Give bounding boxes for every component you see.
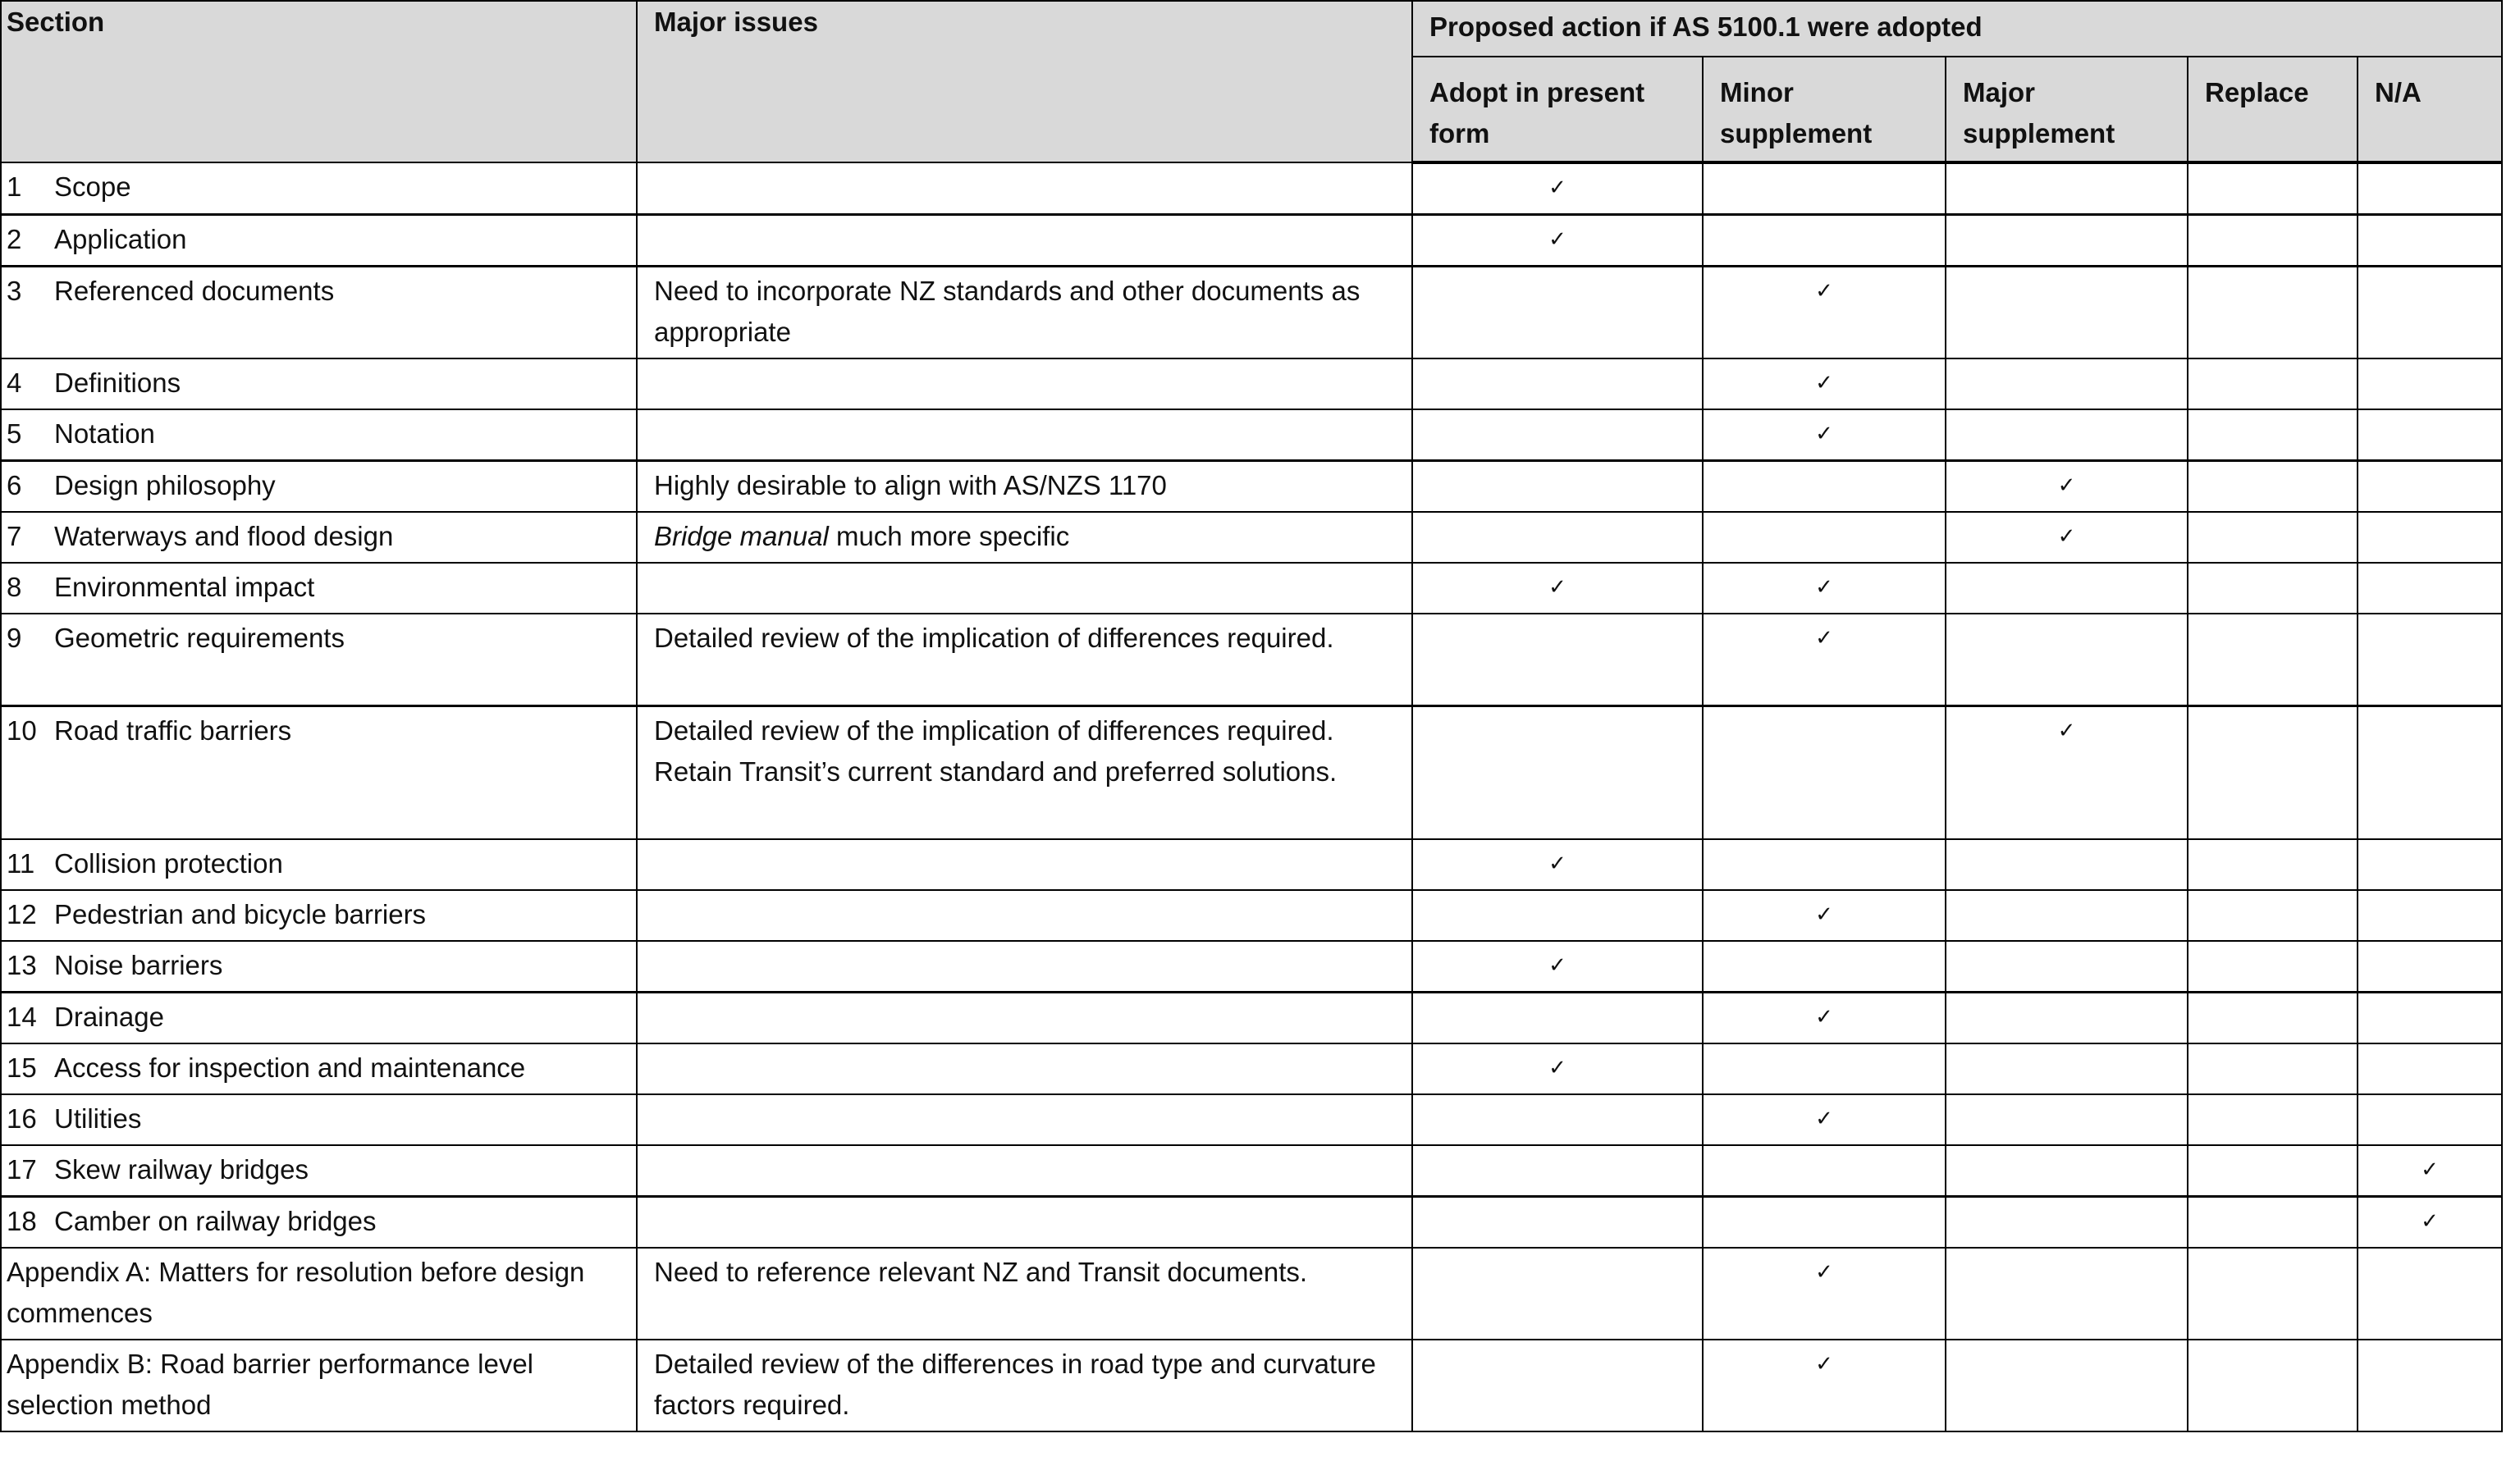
issue-text: Detailed review of the implication of differences required. Retain Transit’s current standard and preferred solutions. (654, 715, 1338, 787)
major-issues-cell (637, 461, 1412, 513)
check-icon: ✓ (1815, 575, 1833, 600)
na-cell (2358, 358, 2502, 409)
table-row (1, 1043, 2502, 1094)
major-issues-cell (637, 215, 1412, 267)
major-issues-cell (637, 267, 1412, 359)
section-title: Skew railway bridges (54, 1154, 309, 1185)
check-icon: ✓ (2421, 1157, 2439, 1182)
minor-supplement-cell (1703, 1145, 1946, 1197)
major-supplement-cell (1946, 1094, 2188, 1145)
major-supplement-cell (1946, 839, 2188, 890)
major-supplement-cell (1946, 614, 2188, 706)
section-number: 14 (7, 1002, 37, 1032)
section-title: Drainage (54, 1002, 164, 1032)
na-cell (2358, 1197, 2502, 1249)
replace-cell (2188, 1043, 2358, 1094)
header-major-line2: supplement (1963, 118, 2115, 148)
section-title: Application (54, 224, 187, 254)
major-issues-cell (637, 1340, 1412, 1431)
major-issues-cell (637, 993, 1412, 1044)
section-title: Scope (54, 171, 131, 202)
adopt-cell (1412, 267, 1703, 359)
major-issues-cell (637, 941, 1412, 993)
table-row (1, 215, 2502, 267)
check-icon: ✓ (1815, 371, 1833, 395)
table-row (1, 1248, 2502, 1340)
adopt-cell (1412, 941, 1703, 993)
section-title: Camber on railway bridges (54, 1206, 377, 1236)
check-icon: ✓ (1548, 575, 1566, 600)
section-title: Waterways and flood design (54, 521, 394, 551)
minor-supplement-cell (1703, 267, 1946, 359)
section-cell (1, 1043, 637, 1094)
replace-cell (2188, 358, 2358, 409)
check-icon: ✓ (1815, 1260, 1833, 1285)
section-number: 12 (7, 899, 37, 929)
replace-cell (2188, 706, 2358, 840)
replace-cell (2188, 215, 2358, 267)
section-title: Noise barriers (54, 950, 223, 980)
check-icon: ✓ (1815, 902, 1833, 927)
section-cell (1, 1145, 637, 1197)
check-icon: ✓ (1548, 1056, 1566, 1080)
major-supplement-cell (1946, 1197, 2188, 1249)
minor-supplement-cell (1703, 1340, 1946, 1431)
section-title: Notation (54, 418, 155, 449)
section-title: Appendix B: Road barrier performance level selection method (7, 1349, 534, 1420)
na-cell (2358, 1043, 2502, 1094)
section-number: 3 (7, 276, 22, 306)
section-cell (1, 461, 637, 513)
section-title: Access for inspection and maintenance (54, 1052, 526, 1083)
major-issues-cell (637, 1043, 1412, 1094)
minor-supplement-cell (1703, 162, 1946, 215)
section-cell (1, 1248, 637, 1340)
section-title: Collision protection (54, 848, 283, 879)
section-cell (1, 409, 637, 461)
major-supplement-cell (1946, 563, 2188, 614)
issue-text: Detailed review of the differences in road type and curvature factors required. (654, 1349, 1376, 1420)
replace-cell (2188, 1340, 2358, 1431)
minor-supplement-cell (1703, 1248, 1946, 1340)
adopt-cell (1412, 1248, 1703, 1340)
replace-cell (2188, 409, 2358, 461)
major-issues-cell (637, 1094, 1412, 1145)
section-number: 9 (7, 623, 22, 653)
section-number: 1 (7, 171, 22, 202)
table-row (1, 563, 2502, 614)
section-number: 11 (7, 848, 35, 879)
section-cell (1, 1340, 637, 1431)
na-cell (2358, 461, 2502, 513)
minor-supplement-cell (1703, 890, 1946, 941)
section-cell (1, 1094, 637, 1145)
major-issues-cell (637, 563, 1412, 614)
minor-supplement-cell (1703, 563, 1946, 614)
section-number: 6 (7, 470, 22, 500)
check-icon: ✓ (2057, 524, 2076, 549)
section-title: Geometric requirements (54, 623, 345, 653)
replace-cell (2188, 162, 2358, 215)
check-icon: ✓ (1548, 176, 1566, 200)
section-title: Design philosophy (54, 470, 276, 500)
minor-supplement-cell (1703, 614, 1946, 706)
minor-supplement-cell (1703, 512, 1946, 563)
replace-cell (2188, 1248, 2358, 1340)
minor-supplement-cell (1703, 1094, 1946, 1145)
issue-text: Need to incorporate NZ standards and other documents as appropriate (654, 276, 1361, 347)
table-row (1, 839, 2502, 890)
section-cell (1, 358, 637, 409)
major-issues-cell (637, 1248, 1412, 1340)
na-cell (2358, 614, 2502, 706)
na-cell (2358, 267, 2502, 359)
section-cell (1, 215, 637, 267)
table-row (1, 461, 2502, 513)
header-adopt (1412, 57, 1703, 162)
table-row (1, 1197, 2502, 1249)
major-issues-cell (637, 1145, 1412, 1197)
table-row (1, 993, 2502, 1044)
replace-cell (2188, 512, 2358, 563)
major-supplement-cell (1946, 706, 2188, 840)
replace-cell (2188, 941, 2358, 993)
section-cell (1, 162, 637, 215)
check-icon: ✓ (2421, 1209, 2439, 1234)
adopt-cell (1412, 563, 1703, 614)
issue-text: much more specific (828, 521, 1070, 551)
check-icon: ✓ (1815, 422, 1833, 446)
header-adopt-line1: Adopt in present (1429, 77, 1645, 107)
header-proposed-action-label: Proposed action if AS 5100.1 were adopted (1429, 11, 1983, 42)
minor-supplement-cell (1703, 993, 1946, 1044)
table-row (1, 1094, 2502, 1145)
major-issues-cell (637, 839, 1412, 890)
na-cell (2358, 215, 2502, 267)
section-number: 13 (7, 950, 37, 980)
major-issues-cell (637, 614, 1412, 706)
section-title: Appendix A: Matters for resolution before design commences (7, 1257, 585, 1328)
check-icon: ✓ (1815, 626, 1833, 651)
section-cell (1, 614, 637, 706)
major-supplement-cell (1946, 512, 2188, 563)
adopt-cell (1412, 1197, 1703, 1249)
check-icon: ✓ (1548, 953, 1566, 978)
minor-supplement-cell (1703, 941, 1946, 993)
header-minor-line2: supplement (1720, 118, 1873, 148)
section-title: Environmental impact (54, 572, 315, 602)
header-proposed-action-group (1412, 1, 2502, 57)
table-row (1, 267, 2502, 359)
replace-cell (2188, 1145, 2358, 1197)
section-cell (1, 1197, 637, 1249)
major-supplement-cell (1946, 1043, 2188, 1094)
header-adopt-line2: form (1429, 118, 1490, 148)
section-number: 15 (7, 1052, 37, 1083)
minor-supplement-cell (1703, 409, 1946, 461)
section-cell (1, 706, 637, 840)
section-number: 2 (7, 224, 22, 254)
adopt-cell (1412, 993, 1703, 1044)
major-supplement-cell (1946, 941, 2188, 993)
replace-cell (2188, 461, 2358, 513)
na-cell (2358, 839, 2502, 890)
header-replace (2188, 57, 2358, 162)
table-body (1, 162, 2502, 1431)
minor-supplement-cell (1703, 358, 1946, 409)
major-issues-cell (637, 1197, 1412, 1249)
minor-supplement-cell (1703, 215, 1946, 267)
major-issues-cell (637, 890, 1412, 941)
table-row (1, 890, 2502, 941)
header-minor-line1: Minor (1720, 77, 1794, 107)
na-cell (2358, 1248, 2502, 1340)
major-supplement-cell (1946, 1248, 2188, 1340)
na-cell (2358, 941, 2502, 993)
na-cell (2358, 563, 2502, 614)
major-issues-cell (637, 358, 1412, 409)
section-number: 8 (7, 572, 22, 602)
na-cell (2358, 1340, 2502, 1431)
header-major-issues (637, 1, 1412, 162)
section-title: Utilities (54, 1103, 142, 1134)
major-supplement-cell (1946, 890, 2188, 941)
header-na-label: N/A (2375, 77, 2422, 107)
table-row (1, 162, 2502, 215)
header-section-label: Section (7, 7, 105, 37)
section-cell (1, 563, 637, 614)
adopt-cell (1412, 890, 1703, 941)
section-title: Definitions (54, 368, 181, 398)
na-cell (2358, 993, 2502, 1044)
minor-supplement-cell (1703, 461, 1946, 513)
major-supplement-cell (1946, 993, 2188, 1044)
header-major-issues-label: Major issues (654, 7, 818, 37)
major-issues-cell (637, 706, 1412, 840)
section-title: Pedestrian and bicycle barriers (54, 899, 427, 929)
replace-cell (2188, 563, 2358, 614)
minor-supplement-cell (1703, 839, 1946, 890)
major-issues-cell (637, 162, 1412, 215)
section-cell (1, 267, 637, 359)
check-icon: ✓ (1548, 227, 1566, 252)
header-na (2358, 57, 2502, 162)
na-cell (2358, 162, 2502, 215)
section-number: 16 (7, 1103, 37, 1134)
replace-cell (2188, 890, 2358, 941)
section-number: 5 (7, 418, 22, 449)
major-issues-cell (637, 409, 1412, 461)
table-row (1, 614, 2502, 706)
na-cell (2358, 512, 2502, 563)
table-row (1, 409, 2502, 461)
adopt-cell (1412, 512, 1703, 563)
replace-cell (2188, 1094, 2358, 1145)
section-number: 17 (7, 1154, 37, 1185)
major-supplement-cell (1946, 409, 2188, 461)
major-issues-cell (637, 512, 1412, 563)
check-icon: ✓ (1548, 851, 1566, 876)
table-row (1, 706, 2502, 840)
adopt-cell (1412, 1043, 1703, 1094)
section-number: 10 (7, 715, 37, 746)
section-title: Road traffic barriers (54, 715, 292, 746)
section-number: 7 (7, 521, 22, 551)
section-number: 18 (7, 1206, 37, 1236)
check-icon: ✓ (2057, 719, 2076, 743)
adopt-cell (1412, 706, 1703, 840)
na-cell (2358, 1094, 2502, 1145)
issue-text: Need to reference relevant NZ and Transit documents. (654, 1257, 1308, 1287)
table-row (1, 941, 2502, 993)
header-minor-supplement (1703, 57, 1946, 162)
major-supplement-cell (1946, 1145, 2188, 1197)
check-icon: ✓ (1815, 1005, 1833, 1030)
section-cell (1, 512, 637, 563)
replace-cell (2188, 993, 2358, 1044)
section-cell (1, 890, 637, 941)
adopt-cell (1412, 461, 1703, 513)
check-icon: ✓ (1815, 1107, 1833, 1131)
issue-text: Highly desirable to align with AS/NZS 1170 (654, 470, 1167, 500)
table-row (1, 1145, 2502, 1197)
adopt-cell (1412, 1340, 1703, 1431)
table-row (1, 358, 2502, 409)
major-supplement-cell (1946, 215, 2188, 267)
section-cell (1, 839, 637, 890)
check-icon: ✓ (1815, 279, 1833, 304)
na-cell (2358, 409, 2502, 461)
major-supplement-cell (1946, 461, 2188, 513)
adopt-cell (1412, 215, 1703, 267)
minor-supplement-cell (1703, 1197, 1946, 1249)
adopt-cell (1412, 358, 1703, 409)
section-cell (1, 941, 637, 993)
table-row (1, 512, 2502, 563)
check-icon: ✓ (1815, 1352, 1833, 1377)
replace-cell (2188, 1197, 2358, 1249)
adopt-cell (1412, 614, 1703, 706)
issue-italic-text: Bridge manual (654, 521, 829, 551)
adopt-cell (1412, 839, 1703, 890)
major-supplement-cell (1946, 162, 2188, 215)
na-cell (2358, 1145, 2502, 1197)
na-cell (2358, 890, 2502, 941)
section-number: 4 (7, 368, 22, 398)
section-cell (1, 993, 637, 1044)
check-icon: ✓ (2057, 473, 2076, 498)
header-major-supplement (1946, 57, 2188, 162)
adopt-cell (1412, 1145, 1703, 1197)
replace-cell (2188, 839, 2358, 890)
header-major-line1: Major (1963, 77, 2036, 107)
header-section (1, 1, 637, 162)
adopt-cell (1412, 162, 1703, 215)
adopt-cell (1412, 409, 1703, 461)
major-supplement-cell (1946, 267, 2188, 359)
table-row (1, 1340, 2502, 1431)
issue-text: Detailed review of the implication of differences required. (654, 623, 1334, 653)
header-replace-label: Replace (2205, 77, 2309, 107)
na-cell (2358, 706, 2502, 840)
major-supplement-cell (1946, 358, 2188, 409)
replace-cell (2188, 614, 2358, 706)
major-supplement-cell (1946, 1340, 2188, 1431)
replace-cell (2188, 267, 2358, 359)
adopt-cell (1412, 1094, 1703, 1145)
section-title: Referenced documents (54, 276, 335, 306)
minor-supplement-cell (1703, 706, 1946, 840)
minor-supplement-cell (1703, 1043, 1946, 1094)
